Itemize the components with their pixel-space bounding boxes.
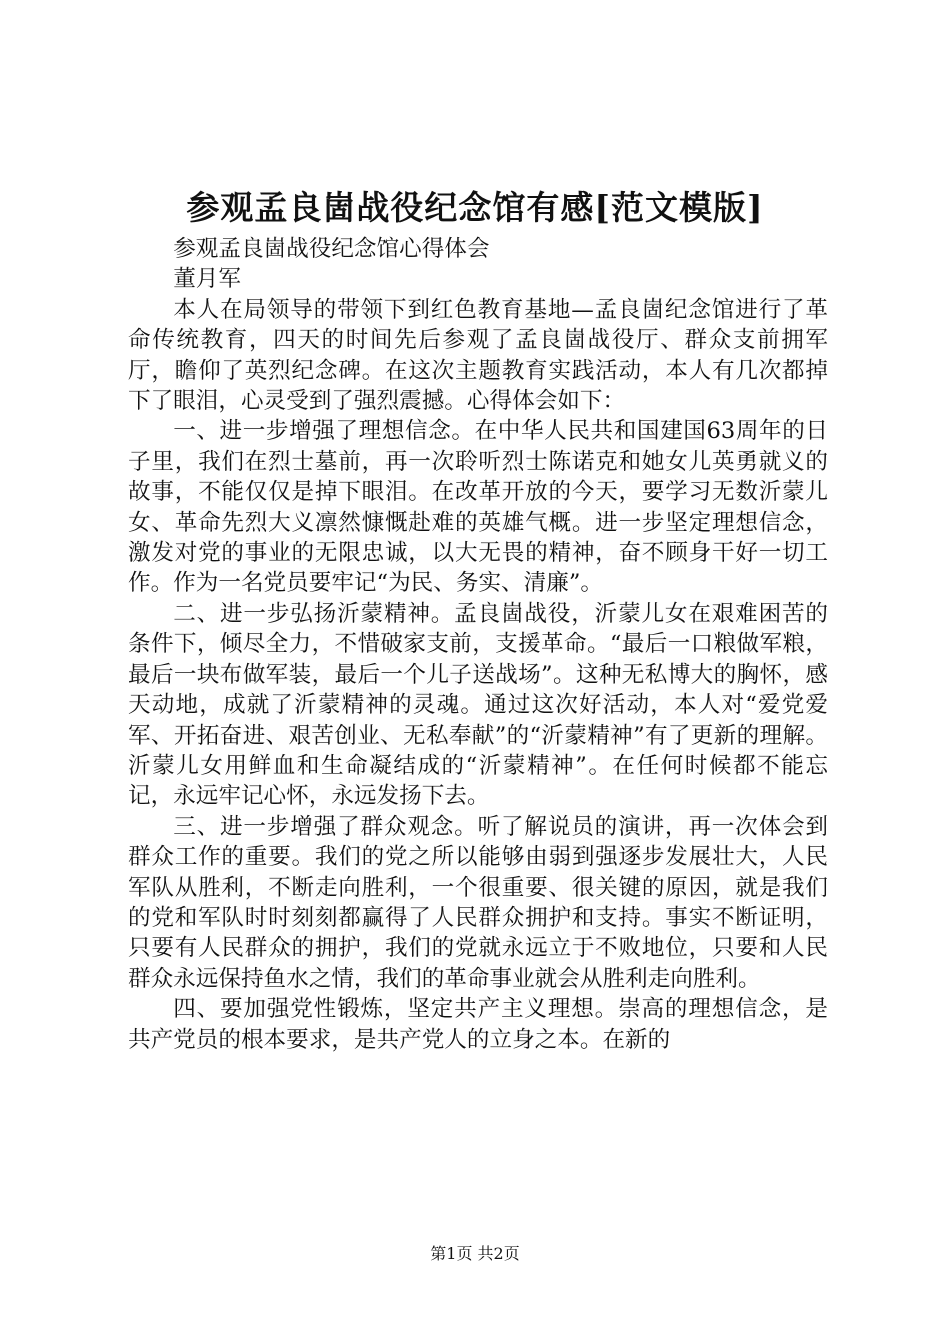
page-number-footer: 第1页 共2页 xyxy=(430,1244,520,1263)
paragraph-point-2: 二、进一步弘扬沂蒙精神。孟良崮战役，沂蒙儿女在艰难困苦的条件下，倾尽全力，不惜破家支前，支援革命。“最后一口粮做军粮，最后一块布做军装，最后一个儿子送战场”。这种无私博大的胸怀，感天动地，成就了沂蒙精神的灵魂。通过这次好活动，本人对“爱党爱军、开拓奋进、艰苦创业、无私奉献”的“沂蒙精神”有了更新的理解。沂蒙儿女用鲜血和生命凝结成的“沂蒙精神”。在任何时候都不能忘记，永远牢记心怀，永远发扬下去。 xyxy=(128,600,828,810)
paragraph-point-1: 一、进一步增强了理想信念。在中华人民共和国建国63周年的日子里，我们在烈士墓前，再一次聆听烈士陈诺克和她女儿英勇就义的故事，不能仅仅是掉下眼泪。在改革开放的今天，要学习无数沂蒙儿女、革命先烈大义凛然慷慨赴难的英雄气概。进一步坚定理想信念，激发对党的事业的无限忠诚，以大无畏的精神，奋不顾身干好一切工作。作为一名党员要牢记“为民、务实、清廉”。 xyxy=(128,418,828,597)
paragraph-point-3: 三、进一步增强了群众观念。听了解说员的演讲，再一次体会到群众工作的重要。我们的党之所以能够由弱到强逐步发展壮大，人民军队从胜利，不断走向胜利，一个很重要、很关键的原因，就是我们的党和军队时时刻刻都赢得了人民群众拥护和支持。事实不断证明，只要有人民群众的拥护，我们的党就永远立于不败地位，只要和人民群众永远保持鱼水之情，我们的革命事业就会从胜利走向胜利。 xyxy=(128,813,828,992)
paragraph-intro: 本人在局领导的带领下到红色教育基地—孟良崮纪念馆进行了革命传统教育，四天的时间先后参观了孟良崮战役厅、群众支前拥军厅，瞻仰了英烈纪念碑。在这次主题教育实践活动，本人有几次都掉下了眼泪，心灵受到了强烈震撼。心得体会如下： xyxy=(128,296,828,415)
paragraph-point-4: 四、要加强党性锻炼，坚定共产主义理想。崇高的理想信念，是共产党员的根本要求，是共产党人的立身之本。在新的 xyxy=(128,996,828,1053)
document-title: 参观孟良崮战役纪念馆有感[范文模版] xyxy=(186,188,764,227)
document-author: 董月军 xyxy=(173,266,241,293)
document-body xyxy=(128,234,828,1055)
document-subtitle: 参观孟良崮战役纪念馆心得体会 xyxy=(173,236,490,262)
